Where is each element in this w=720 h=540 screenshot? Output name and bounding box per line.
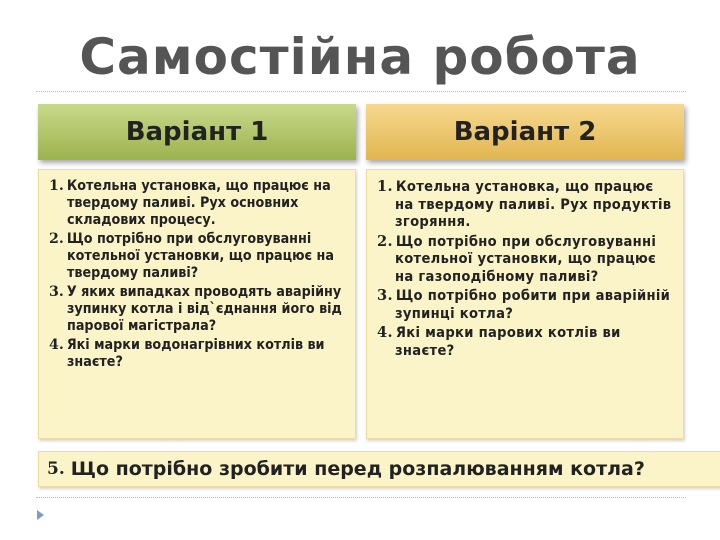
title-divider: [36, 91, 686, 92]
variant-2-header: Варіант 2: [366, 104, 684, 160]
footer-divider: [36, 497, 686, 498]
variant-2-question: 4. Які марки парових котлів ви знаєте?: [377, 324, 621, 359]
next-slide-arrow-icon[interactable]: [37, 510, 44, 520]
variant-1-question: 3. У яких випадках проводять аварійну зупинку котла і від`єднання його від парової магістрала?: [49, 284, 342, 334]
slide-title: Самостійна робота: [79, 28, 641, 86]
variant-2-question: 2. Що потрібно при обслуговуванні котельної установки, що працює на газоподібному паливі?: [377, 232, 657, 285]
variant-2-question-list: [377, 178, 675, 359]
variant-2-question: 3. Що потрібно робити при аварійній зупинці котла?: [377, 287, 671, 322]
variant-1-question: 4. Які марки водонагрівних котлів ви знаєте?: [49, 337, 325, 370]
common-question-number: 5.: [47, 459, 65, 479]
common-question-box: [38, 451, 720, 487]
variant-1-question: 2. Що потрібно при обслуговуванні котельної установки, що працює на твердому паливі?: [49, 231, 334, 281]
variant-2-question: 1. Котельна установка, що працює на твердому паливі. Рух продуктів згоряння.: [377, 178, 672, 230]
variant-1-question-list: [49, 178, 347, 371]
common-question-text: Що потрібно зробити перед розпалюванням котла?: [70, 458, 645, 480]
variant-2-panel: [366, 169, 684, 439]
variant-1-question: 1. Котельна установка, що працює на твердому паливі. Рух основних складових процесу.: [49, 178, 331, 228]
variant-1-panel: [38, 169, 356, 439]
variant-1-header: Варіант 1: [38, 104, 356, 160]
